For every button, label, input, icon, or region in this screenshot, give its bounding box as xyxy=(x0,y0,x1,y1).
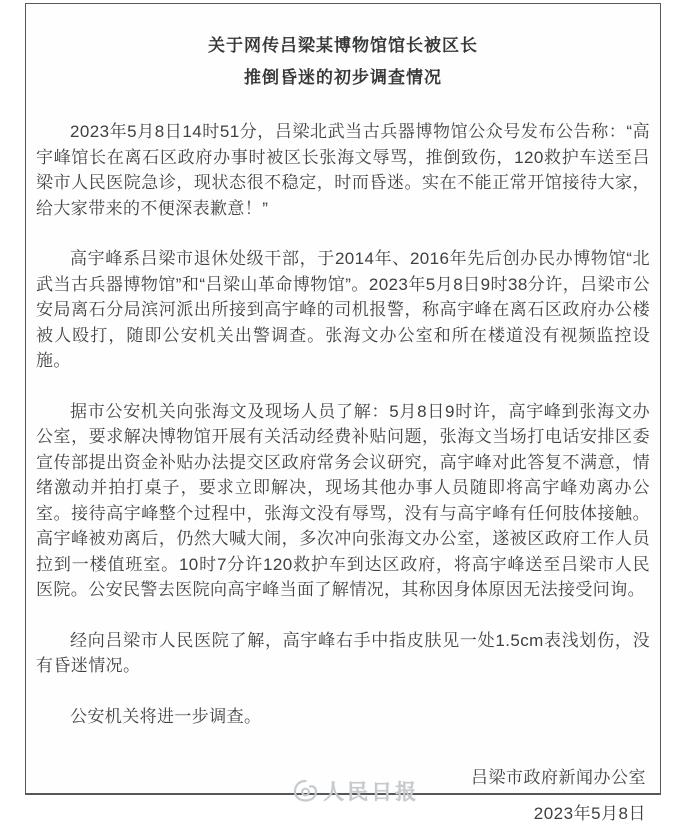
title-line-1: 关于网传吕梁某博物馆馆长被区长 xyxy=(208,36,478,55)
paragraph-hospital: 经向吕梁市人民医院了解，高宇峰右手中指皮肤见一处1.5cm表浅划伤，没有昏迷情况。 xyxy=(36,630,650,675)
document-frame xyxy=(25,3,661,823)
watermark-label: 人民日报 xyxy=(323,781,420,804)
paragraph-conclusion: 公安机关将进一步调查。 xyxy=(70,706,262,726)
paragraph-announcement: 2023年5月8日14时51分，吕梁北武当古兵器博物馆公众号发布公告称：“高宇峰馆长在离石区政府办事时被区长张海文辱骂，推倒致伤，120救护车送至吕梁市人民医院急诊，现状态很不稳定，时而昏迷。实在不能正常开馆接待大家，给大家带来的不便深表歉意！” xyxy=(36,122,650,218)
page-title xyxy=(36,30,650,94)
title-line-2: 推倒昏迷的初步调查情况 xyxy=(244,68,442,87)
paragraph-background: 高宇峰系吕梁市退休处级干部，于2014年、2016年先后创办民办博物馆“北武当古兵器博物馆”和“吕梁山革命博物馆”。2023年5月8日9时38分许，吕梁市公安局离石分局滨河派出所接到高宇峰的司机报警，称高宇峰在离石区政府办公楼被人殴打，随即公安机关出警调查。张海文办公室和所在楼道没有视频监控设施。 xyxy=(36,249,650,370)
paragraph-investigation: 据市公安机关向张海文及现场人员了解：5月8日9时许，高宇峰到张海文办公室，要求解决博物馆开展有关活动经费补贴问题，张海文当场打电话安排区委宣传部提出资金补贴办法提交区政府常务会议研究，高宇峰对此答复不满意，情绪激动并拍打桌子，要求立即解决，现场其他办事人员随即将高宇峰劝离办公室。接待高宇峰整个过程中，张海文没有辱骂，没有与高宇峰有任何肢体接触。高宇峰被劝离后，仍然大喊大闹，多次冲向张海文办公室，遂被区政府工作人员拉到一楼值班室。10时7分许120救护车到达区政府，将高宇峰送至吕梁市人民医院。公安民警去医院向高宇峰当面了解情况，其称因身体原因无法接受问询。 xyxy=(36,401,650,599)
date-line: 2023年5月8日 xyxy=(533,804,646,823)
signature: 吕梁市政府新闻办公室 xyxy=(471,768,646,787)
